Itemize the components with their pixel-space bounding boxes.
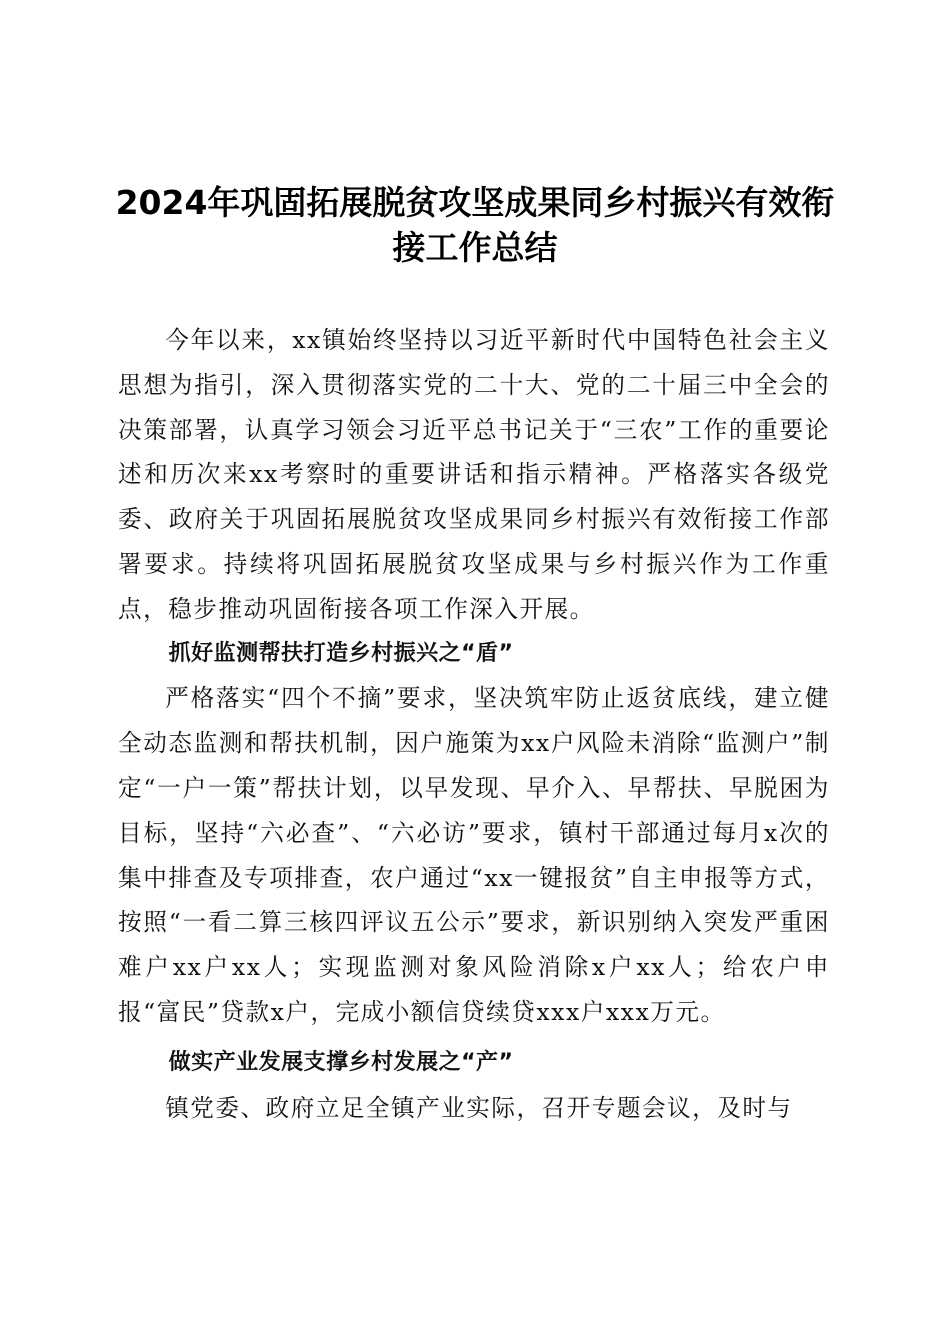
document-body [118, 318, 830, 1130]
section-heading: 做实产业发展支撑乡村发展之“产” [168, 1049, 514, 1075]
section-heading: 抓好监测帮扶打造乡村振兴之“盾” [168, 640, 514, 666]
section-paragraph: 镇党委、政府立足全镇产业实际，召开专题会议，及时与 [165, 1093, 793, 1122]
document-title: 2024年巩固拓展脱贫攻坚成果同乡村振兴有效衔接工作总结 [115, 183, 835, 268]
intro-paragraph: 今年以来，xx镇始终坚持以习近平新时代中国特色社会主义思想为指引，深入贯彻落实党的二十大、党的二十届三中全会的决策部署，认真学习领会习近平总书记关于“三农”工作的重要论述和历次来xx考察时的重要讲话和指示精神。严格落实各级党委、政府关于巩固拓展脱贫攻坚成果同乡村振兴有效衔接工作部署要求。持续将巩固拓展脱贫攻坚成果与乡村振兴作为工作重点，稳步推动巩固衔接各项工作深入开展。 [118, 326, 830, 623]
section-paragraph: 严格落实“四个不摘”要求，坚决筑牢防止返贫底线，建立健全动态监测和帮扶机制，因户施策为xx户风险未消除“监测户”制定“一户一策”帮扶计划，以早发现、早介入、早帮扶、早脱困为目标，坚持“六必查”、“六必访”要求，镇村干部通过每月x次的集中排查及专项排查，农户通过“xx一键报贫”自主申报等方式，按照“一看二算三核四评议五公示”要求，新识别纳入突发严重困难户xx户xx人；实现监测对象风险消除x户xx人；给农户申报“富民”贷款x户，完成小额信贷续贷xxx户xxx万元。 [118, 684, 830, 1026]
